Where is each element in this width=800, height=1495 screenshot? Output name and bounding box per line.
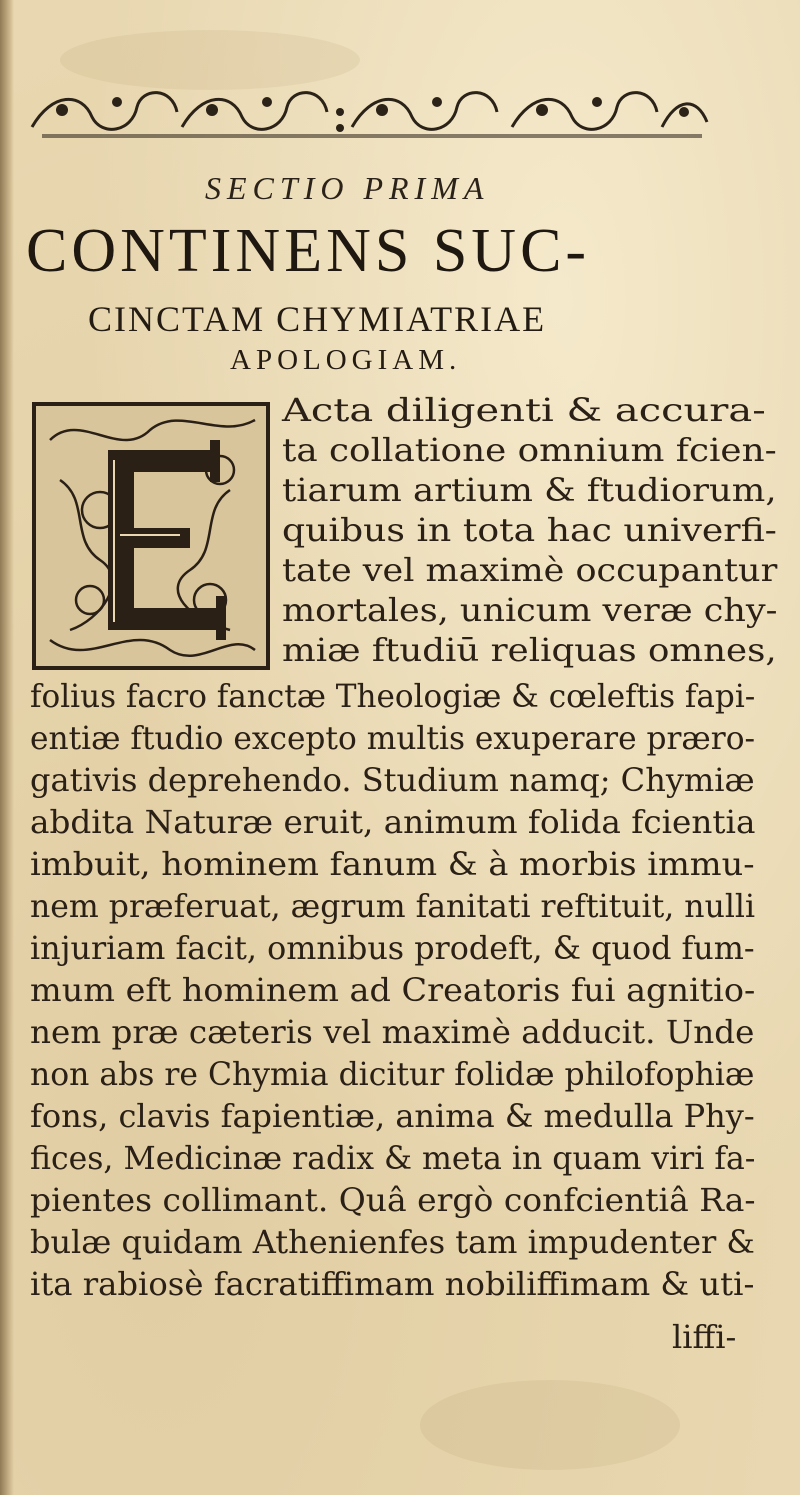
text-line: gativis deprehendo. Studium namq; Chymiæ (30, 761, 755, 799)
text-line: mortales, unicum veræ chy- (282, 591, 778, 629)
text-line: ta collatione omnium fcien- (282, 431, 777, 469)
catchword: liffi- (672, 1318, 737, 1356)
title-line-3: APOLOGIAM. (230, 344, 462, 376)
text-line: miæ ftudiū reliquas omnes, (282, 631, 777, 669)
text-line: folius facro fanctæ Theologiæ & cœleftis fapi- (30, 677, 756, 715)
text-line: nem præferuat, ægrum fanitati reftituit, nulli (30, 887, 756, 925)
text-line: quibus in tota hac univerfi- (282, 511, 777, 549)
header-ornament-icon (22, 72, 712, 142)
text-line: fices, Medicinæ radix & meta in quam viri fa- (30, 1139, 756, 1177)
ornamental-initial-E-icon (30, 400, 272, 672)
text-line: tiarum artium & ftudiorum, (282, 471, 777, 509)
text-line: bulæ quidam Athenienfes tam impudenter & (30, 1223, 755, 1261)
text-line: fons, clavis fapientiæ, anima & medulla Phy- (30, 1097, 755, 1135)
text-line: mum eft hominem ad Creatoris fui agnitio- (30, 971, 756, 1009)
text-line: injuriam facit, omnibus prodeft, & quod fum- (30, 929, 755, 967)
title-line-2: CINCTAM CHYMIATRIAE (88, 299, 547, 339)
text-line: pientes collimant. Quâ ergò confcientiâ Ra- (30, 1181, 756, 1219)
text-line: non abs re Chymia dicitur folidæ philofophiæ (30, 1055, 755, 1093)
text-line: tate vel maximè occupantur (282, 551, 778, 589)
text-line: Acta diligenti & accura- (282, 391, 766, 429)
text-line: nem præ cæteris vel maximè adducit. Unde (30, 1013, 755, 1051)
text-line: ita rabiosè facratiffimam nobiliffimam & uti- (30, 1265, 755, 1303)
title-line-1: CONTINENS SUC- (26, 217, 591, 285)
paper-stain (420, 1380, 680, 1470)
text-line: abdita Naturæ eruit, animum folida fcientia (30, 803, 756, 841)
page-binding-edge (0, 0, 14, 1495)
section-heading: SECTIO PRIMA (205, 170, 490, 206)
text-line: entiæ ftudio excepto multis exuperare prærо- (30, 719, 756, 757)
text-line: imbuit, hominem fanum & à morbis immu- (30, 845, 755, 883)
